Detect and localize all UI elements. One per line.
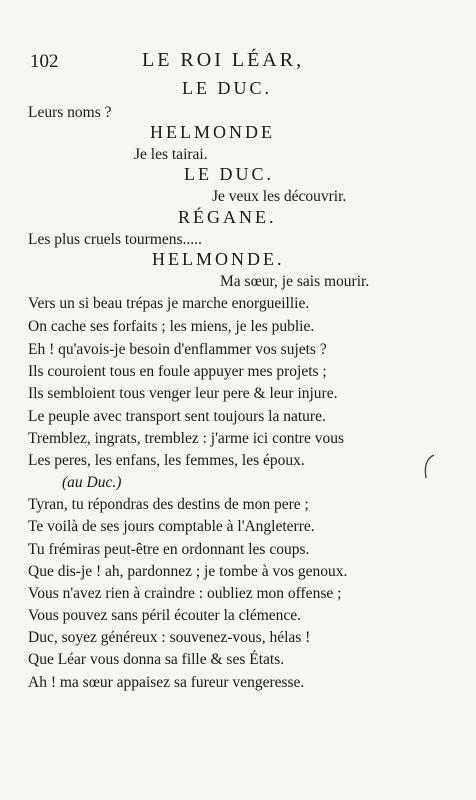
verse-line: Ils couroient tous en foule appuyer mes projets ; bbox=[28, 363, 327, 380]
verse-line: Le peuple avec transport sent toujours la nature. bbox=[28, 408, 326, 425]
verse-line: On cache ses forfaits ; les miens, je les publie. bbox=[28, 318, 315, 335]
verse-line: Les plus cruels tourmens..... bbox=[28, 231, 202, 248]
speaker-heading: RÉGANE. bbox=[178, 207, 277, 227]
verse-line: Vers un si beau trépas je marche enorgueillie. bbox=[28, 295, 310, 312]
verse-line: Je veux les découvrir. bbox=[212, 188, 347, 205]
speaker-heading: HELMONDE. bbox=[152, 249, 285, 269]
stage-direction: (au Duc.) bbox=[62, 474, 122, 491]
speaker-heading: LE DUC. bbox=[184, 164, 274, 184]
verse-line: Tu frémiras peut-être en ordonnant les coups. bbox=[28, 541, 310, 558]
verse-line: Ma sœur, je sais mourir. bbox=[220, 273, 370, 290]
ink-mark bbox=[418, 452, 438, 482]
verse-line: Tremblez, ingrats, tremblez : j'arme ici contre vous bbox=[28, 430, 345, 447]
speaker-heading: HELMONDE bbox=[150, 122, 275, 142]
verse-line: Leurs noms ? bbox=[28, 104, 112, 121]
speaker-heading: LE DUC. bbox=[182, 78, 272, 98]
verse-line: Je les tairai. bbox=[134, 146, 208, 163]
verse-line: Vous pouvez sans péril écouter la clémence. bbox=[28, 607, 302, 624]
verse-line: Eh ! qu'avois-je besoin d'enflammer vos sujets ? bbox=[28, 341, 327, 358]
verse-line: Tyran, tu répondras des destins de mon pere ; bbox=[28, 496, 309, 513]
verse-line: Que Léar vous donna sa fille & ses États. bbox=[28, 651, 285, 668]
verse-line: Te voilà de ses jours comptable à l'Angleterre. bbox=[28, 518, 315, 535]
verse-line: Que dis-je ! ah, pardonnez ; je tombe à vos genoux. bbox=[28, 563, 348, 580]
verse-line: Les peres, les enfans, les femmes, les époux. bbox=[28, 452, 305, 469]
verse-line: Ah ! ma sœur appaisez sa fureur vengeresse. bbox=[28, 674, 305, 691]
verse-line: Ils sembloient tous venger leur pere & leur injure. bbox=[28, 385, 338, 402]
verse-line: Duc, soyez généreux : souvenez-vous, hélas ! bbox=[28, 629, 311, 646]
verse-line: Vous n'avez rien à craindre : oubliez mon offense ; bbox=[28, 585, 342, 602]
running-title: LE ROI LÉAR, bbox=[142, 49, 305, 71]
page-number: 102 bbox=[30, 51, 59, 72]
